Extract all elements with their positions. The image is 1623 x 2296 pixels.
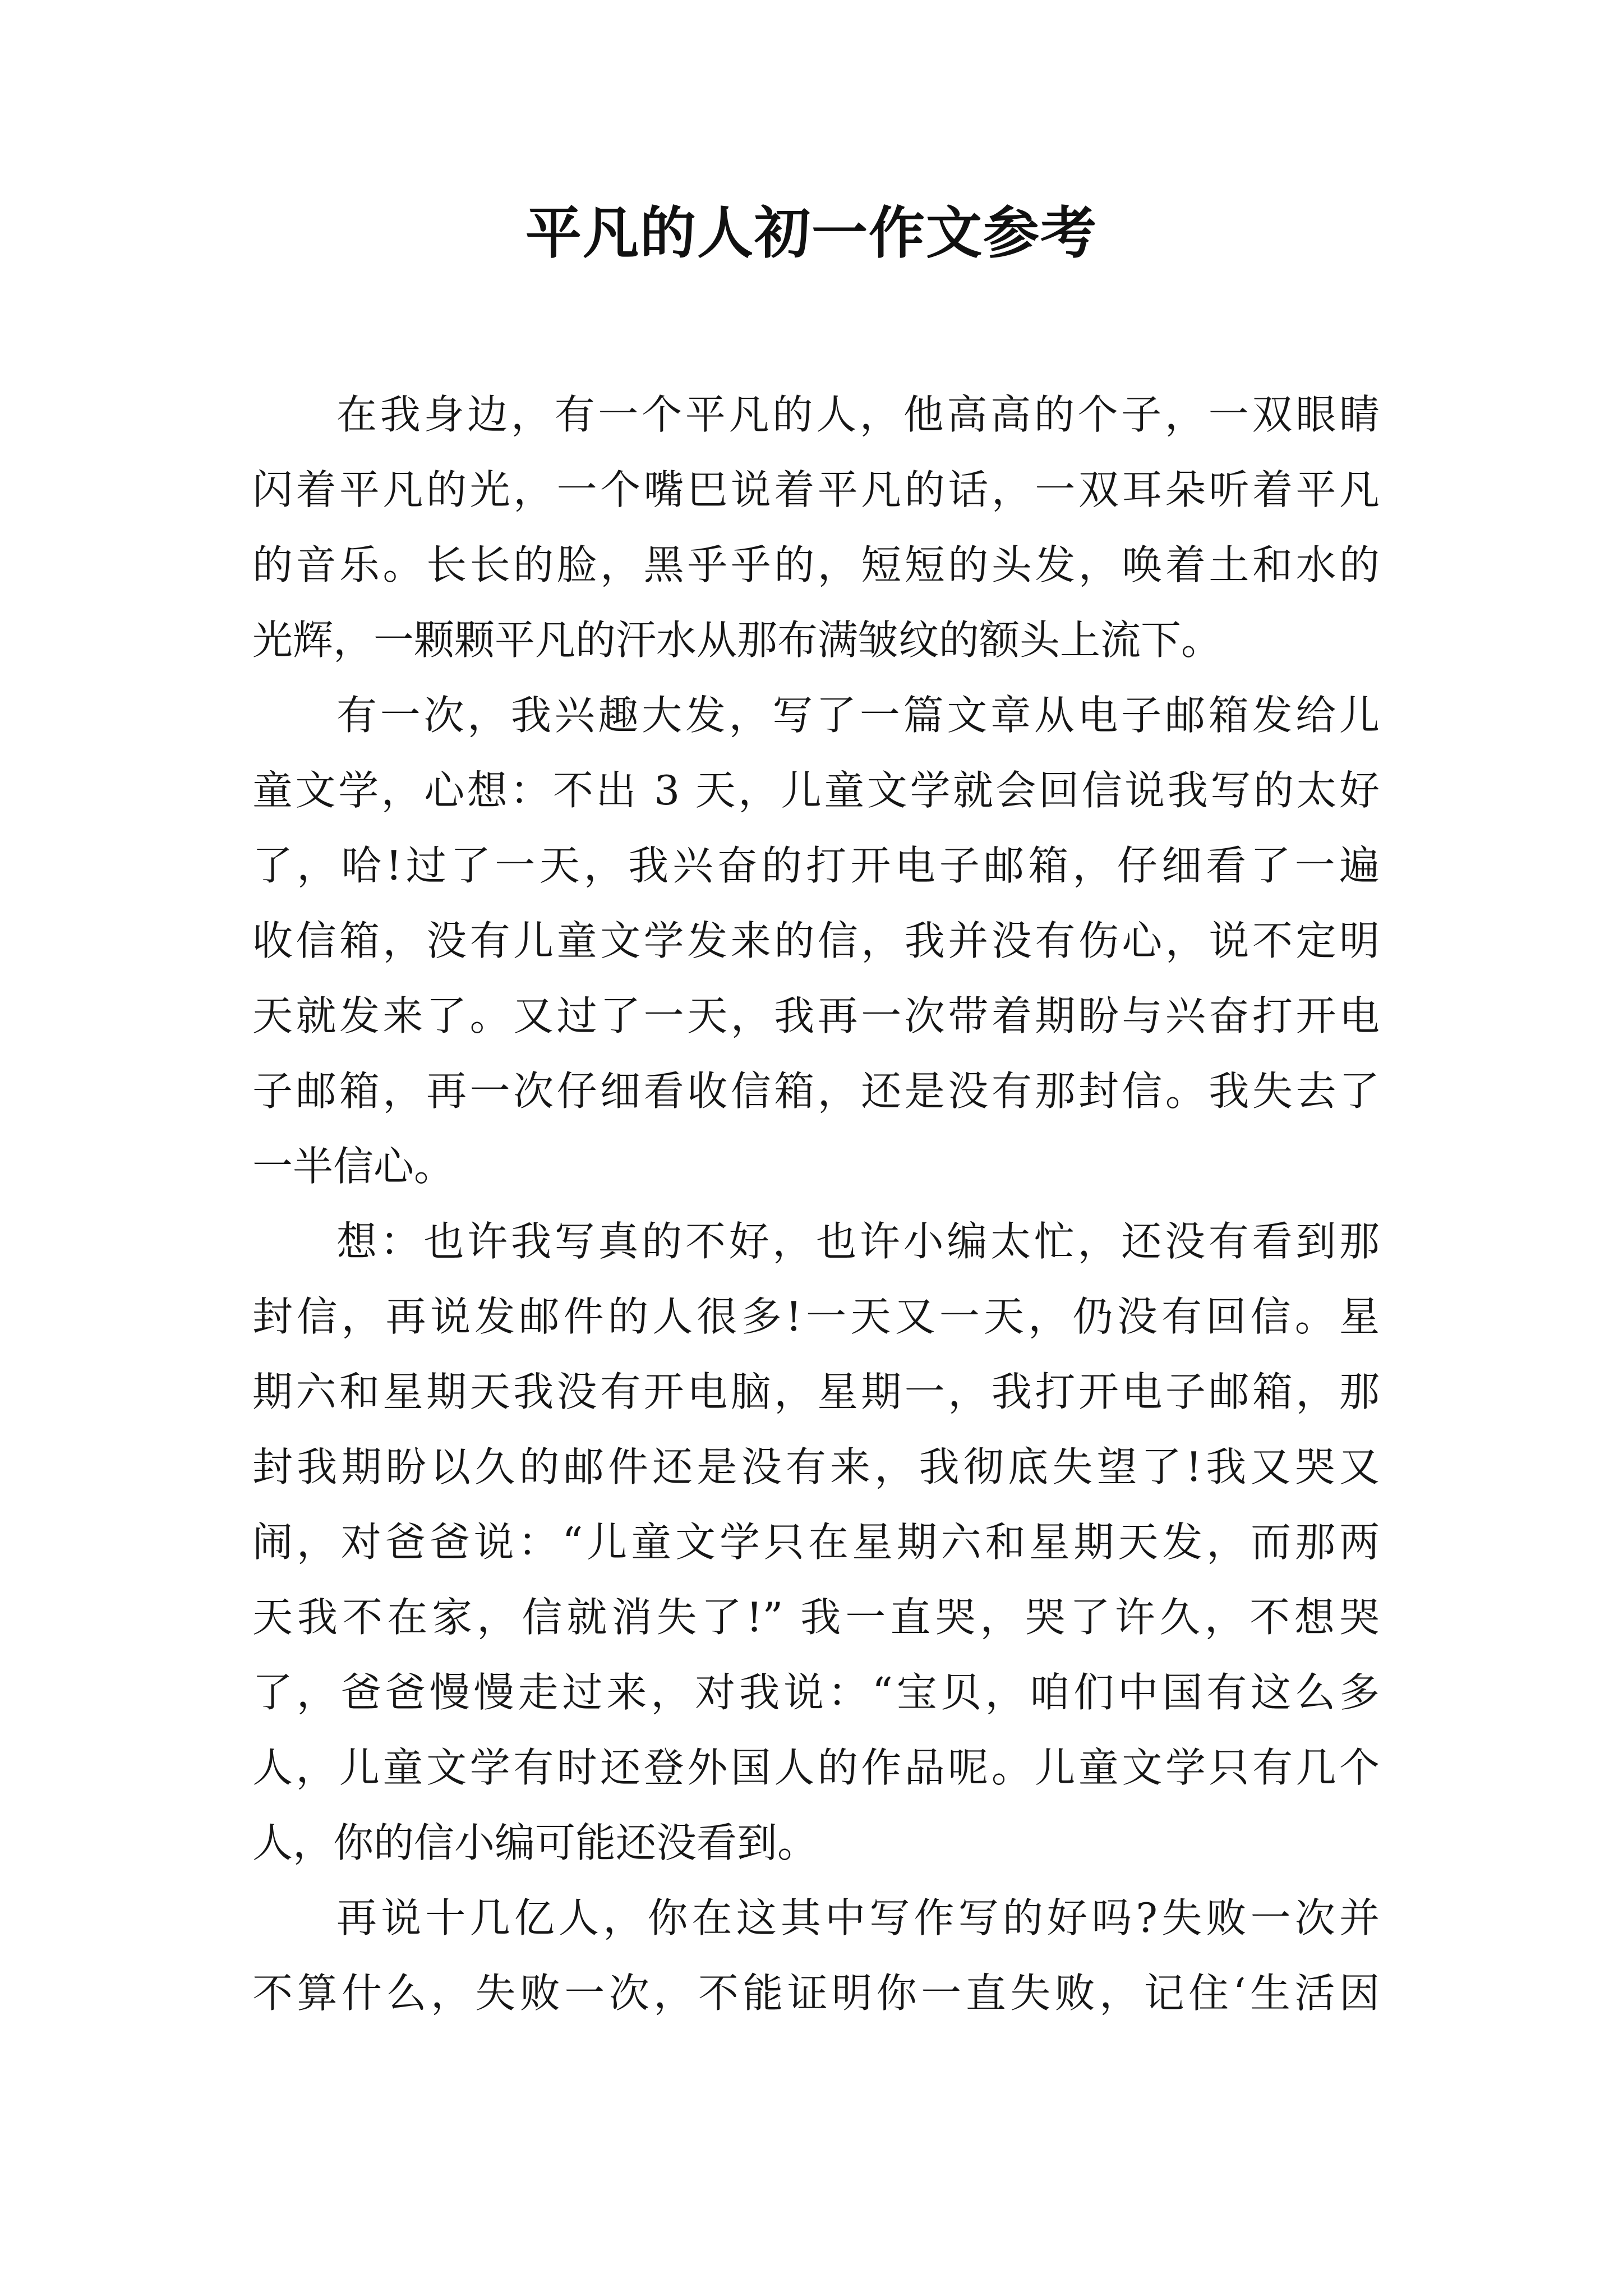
text-line: 期六和星期天我没有开电脑，星期一，我打开电子邮箱，那: [252, 1368, 1380, 1415]
text-line: 人，你的信小编可能还没看到。: [252, 1819, 818, 1866]
text-line: 收信箱，没有儿童文学发来的信，我并没有伤心，说不定明: [252, 917, 1380, 964]
document-title: 平凡的人初一作文参考: [525, 200, 1098, 266]
text-line: 有一次，我兴趣大发，写了一篇文章从电子邮箱发给儿: [336, 692, 1380, 739]
text-line: 了，爸爸慢慢走过来，对我说：“宝贝，咱们中国有这么多: [252, 1669, 1380, 1716]
text-line: 闪着平凡的光，一个嘴巴说着平凡的话，一双耳朵听着平凡: [252, 466, 1380, 513]
text-line: 人，儿童文学有时还登外国人的作品呢。儿童文学只有几个: [252, 1744, 1380, 1791]
text-line: 再说十几亿人，你在这其中写作写的好吗?失败一次并: [336, 1894, 1380, 1941]
text-line: 天我不在家，信就消失了!” 我一直哭，哭了许久，不想哭: [252, 1594, 1380, 1641]
text-line: 一半信心。: [252, 1143, 455, 1190]
text-line: 封信，再说发邮件的人很多!一天又一天，仍没有回信。星: [252, 1293, 1380, 1340]
text-line: 了，哈!过了一天，我兴奋的打开电子邮箱，仔细看了一遍: [252, 842, 1380, 889]
text-line: 不算什么，失败一次，不能证明你一直失败，记住‘生活因: [252, 1970, 1380, 2017]
text-line: 封我期盼以久的邮件还是没有来，我彻底失望了!我又哭又: [252, 1443, 1380, 1490]
text-line: 光辉，一颗颗平凡的汗水从那布满皱纹的额头上流下。: [252, 616, 1222, 664]
text-line: 天就发来了。又过了一天，我再一次带着期盼与兴奋打开电: [252, 992, 1380, 1039]
text-line: 的音乐。长长的脸，黑乎乎的，短短的头发，唤着土和水的: [252, 541, 1380, 588]
text-line: 子邮箱，再一次仔细看收信箱，还是没有那封信。我失去了: [252, 1068, 1380, 1115]
text-line: 童文学，心想：不出 3 天，儿童文学就会回信说我写的太好: [252, 767, 1380, 814]
document-body: [252, 377, 1380, 2031]
text-line: 闹，对爸爸说：“儿童文学只在星期六和星期天发，而那两: [252, 1519, 1380, 1566]
text-line: 在我身边，有一个平凡的人，他高高的个子，一双眼睛: [336, 391, 1380, 438]
text-line: 想：也许我写真的不好，也许小编太忙，还没有看到那: [336, 1218, 1380, 1265]
